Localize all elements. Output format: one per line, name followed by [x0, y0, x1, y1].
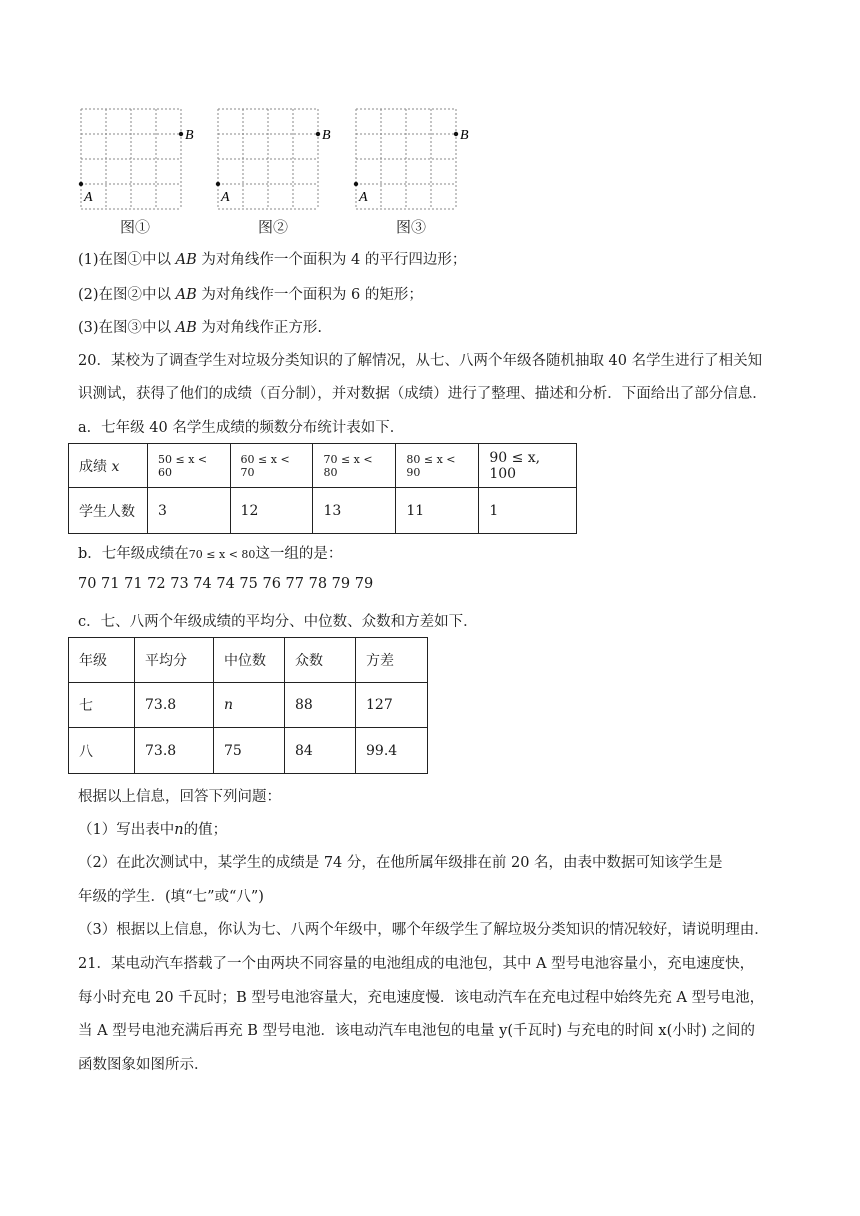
- stats-cell: 88: [285, 683, 356, 728]
- q19-part-3: (3)在图③中以 AB 为对角线作正方形.: [78, 320, 323, 336]
- freq-count-2: 12: [230, 488, 313, 534]
- q20-intro-line-2: 识测试，获得了他们的成绩（百分制），并对数据（成绩）进行了整理、描述和分析．下面给出了部分信息．: [78, 386, 767, 402]
- point-b-dot: [179, 132, 183, 136]
- freq-range-2: 60 ≤ x < 70: [230, 444, 313, 488]
- stats-table: [68, 637, 428, 774]
- q21-line-4: 函数图象如图所示．: [78, 1057, 209, 1073]
- point-a-dot: [216, 182, 220, 186]
- q20-sub-2-line-1: （2）在此次测试中，某学生的成绩是 74 分，在他所属年级排在前 20 名，由表中数据可知该学生是: [78, 855, 723, 871]
- stats-header-variance: 方差: [356, 638, 428, 683]
- point-a-label: A: [221, 190, 230, 205]
- point-a-label: A: [84, 190, 93, 205]
- grid-figure-2: [213, 104, 343, 214]
- q20-b-label: b．七年级成绩在70 ≤ x < 80这一组的是：: [78, 546, 343, 562]
- freq-range-4: 80 ≤ x < 90: [396, 444, 479, 488]
- q21-line-3: 当 A 型号电池充满后再充 B 型号电池．该电动汽车电池包的电量 y(千瓦时) 与充电的时间 x(小时) 之间的: [78, 1023, 755, 1039]
- point-b-label: B: [460, 128, 469, 143]
- point-b-label: B: [322, 128, 331, 143]
- stats-cell: 73.8: [135, 728, 214, 774]
- stats-cell: 八: [69, 728, 135, 774]
- figure-caption-1: 图①: [120, 218, 151, 236]
- point-a-dot: [79, 182, 83, 186]
- freq-range-1: 50 ≤ x < 60: [148, 444, 231, 488]
- freq-header-label: 成绩 x: [69, 444, 148, 488]
- stats-cell: 84: [285, 728, 356, 774]
- point-a-label: A: [359, 190, 368, 205]
- q20-sub-2-line-2: 年级的学生．(填“七”或“八”): [78, 889, 264, 905]
- stats-header-mean: 平均分: [135, 638, 214, 683]
- stats-cell: 73.8: [135, 683, 214, 728]
- grid-figure-3: [351, 104, 481, 214]
- figure-caption-3: 图③: [396, 218, 427, 236]
- freq-count-5: 1: [479, 488, 577, 534]
- stats-cell: 127: [356, 683, 428, 728]
- freq-range-3: 70 ≤ x < 80: [313, 444, 396, 488]
- freq-count-4: 11: [396, 488, 479, 534]
- q20-c-label: c．七、八两个年级成绩的平均分、中位数、众数和方差如下．: [78, 614, 478, 630]
- freq-count-1: 3: [148, 488, 231, 534]
- q20-sub-1: （1）写出表中n的值；: [78, 822, 228, 838]
- freq-count-3: 13: [313, 488, 396, 534]
- stats-cell: n: [214, 683, 285, 728]
- freq-range-5: 90 ≤ x, 100: [479, 444, 577, 488]
- q20-a-label: a．七年级 40 名学生成绩的频数分布统计表如下．: [78, 420, 405, 436]
- grid-figure-1: [76, 104, 206, 214]
- frequency-table: [68, 443, 577, 534]
- point-b-dot: [454, 132, 458, 136]
- point-b-label: B: [185, 128, 194, 143]
- stats-cell: 75: [214, 728, 285, 774]
- q20-sub-3: （3）根据以上信息，你认为七、八两个年级中，哪个年级学生了解垃圾分类知识的情况较好，请说明理由．: [78, 922, 769, 938]
- q20-intro-line-1: 20．某校为了调查学生对垃圾分类知识的了解情况，从七、八两个年级各随机抽取 40 名学生进行了相关知: [78, 353, 763, 369]
- stats-cell: 99.4: [356, 728, 428, 774]
- q21-line-1: 21．某电动汽车搭载了一个由两块不同容量的电池组成的电池包，其中 A 型号电池容量小，充电速度快，: [78, 956, 755, 972]
- point-a-dot: [354, 182, 358, 186]
- freq-row-label: 学生人数: [69, 488, 148, 534]
- stats-header-mode: 众数: [285, 638, 356, 683]
- stats-header-grade: 年级: [69, 638, 135, 683]
- q20-b-data: 70 71 71 72 73 74 74 75 76 77 78 79 79: [78, 576, 374, 592]
- point-b-dot: [316, 132, 320, 136]
- stats-header-median: 中位数: [214, 638, 285, 683]
- q19-part-1: (1)在图①中以 AB 为对角线作一个面积为 4 的平行四边形；: [78, 252, 467, 268]
- stats-cell: 七: [69, 683, 135, 728]
- q21-line-2: 每小时充电 20 千瓦时；B 型号电池容量大，充电速度慢．该电动汽车在充电过程中始终先充 A 型号电池，: [78, 990, 765, 1006]
- q19-part-2: (2)在图②中以 AB 为对角线作一个面积为 6 的矩形；: [78, 287, 423, 303]
- figure-caption-2: 图②: [258, 218, 289, 236]
- q20-answer-intro: 根据以上信息，回答下列问题：: [78, 789, 281, 805]
